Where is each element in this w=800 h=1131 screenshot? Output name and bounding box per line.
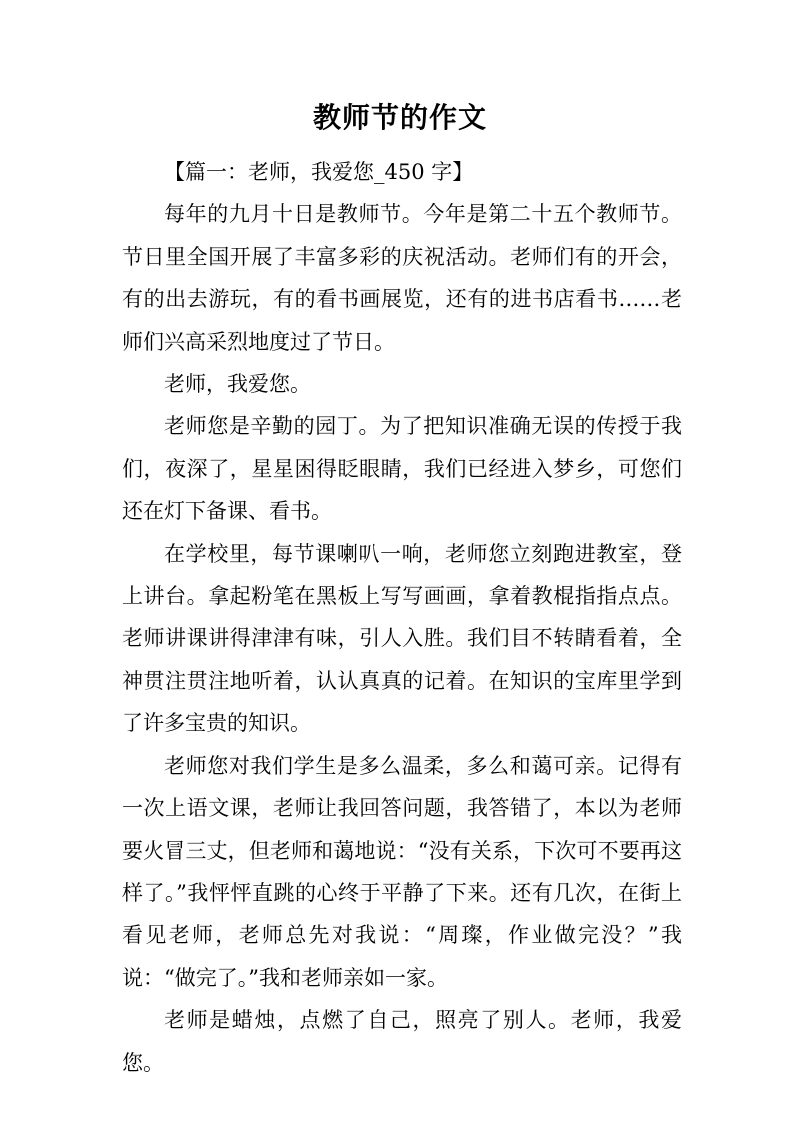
paragraph: 老师是蜡烛，点燃了自己，照亮了别人。老师，我爱您。 (122, 1008, 682, 1075)
paragraph: 老师，我爱您。 (164, 372, 311, 397)
document-title: 教师节的作文 (312, 101, 487, 134)
section-heading: 【篇一：老师，我爱您_450 字】 (164, 160, 474, 184)
document-body (122, 151, 682, 1084)
paragraph: 老师您对我们学生是多么温柔，多么和蔼可亲。记得有一次上语文课，老师让我回答问题，我答错了，本以为老师要火冒三丈，但老师和蔼地说：“没有关系，下次可不要再这样了。”我怦怦直跳的心终于平静了下来。还有几次，在街上看见老师，老师总先对我说：“周璨，作业做完没？”我说：“做完了。”我和老师亲如一家。 (122, 753, 682, 990)
paragraph: 在学校里，每节课喇叭一响，老师您立刻跑进教室，登上讲台。拿起粉笔在黑板上写写画画，拿着教棍指指点点。老师讲课讲得津津有味，引人入胜。我们目不转睛看着，全神贯注贯注地听着，认认真真的记着。在知识的宝库里学到了许多宝贵的知识。 (122, 541, 682, 736)
paragraph: 老师您是辛勤的园丁。为了把知识准确无误的传授于我们，夜深了，星星困得眨眼睛，我们已经进入梦乡，可您们还在灯下备课、看书。 (122, 414, 682, 524)
paragraph: 每年的九月十日是教师节。今年是第二十五个教师节。节日里全国开展了丰富多彩的庆祝活动。老师们有的开会，有的出去游玩，有的看书画展览，还有的进书店看书……老师们兴高采烈地度过了节日。 (122, 202, 682, 354)
